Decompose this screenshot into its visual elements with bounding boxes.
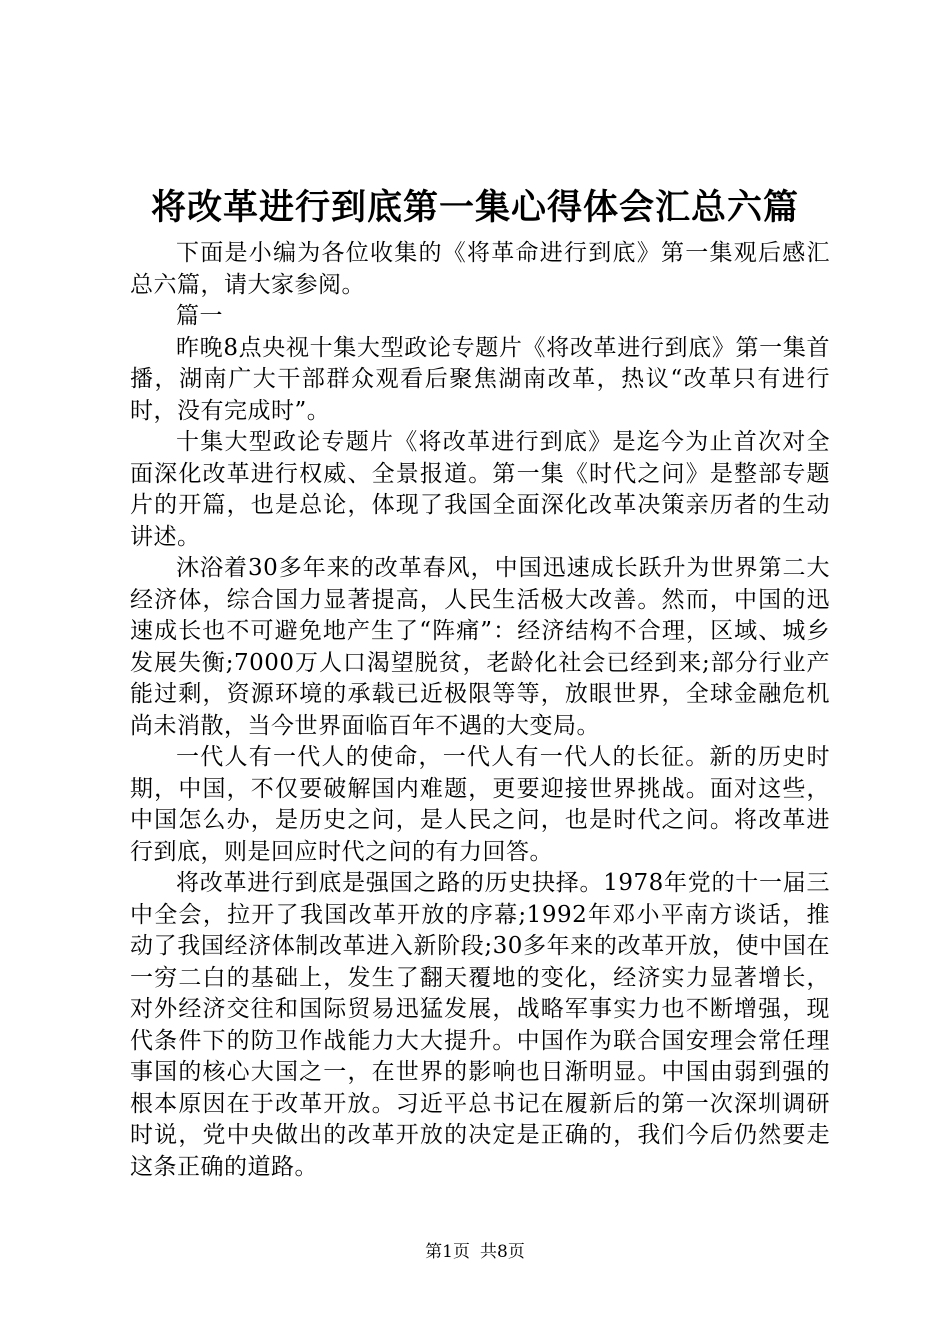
page-total: 共8页 xyxy=(480,1242,525,1262)
body-paragraph: 沐浴着30多年来的改革春风，中国迅速成长跃升为世界第二大经济体，综合国力显著提高，人民生活极大改善。然而，中国的迅速成长也不可避免地产生了“阵痛”：经济结构不合理，区域、城乡发展失衡;7000万人口渴望脱贫，老龄化社会已经到来;部分行业产能过剩，资源环境的承载已近极限等等，放眼世界，全球金融危机尚未消散，当今世界面临百年不遇的大变局。 xyxy=(130,555,830,739)
intro-paragraph: 下面是小编为各位收集的《将革命进行到底》第一集观后感汇总六篇，请大家参阅。 xyxy=(130,240,830,298)
body-paragraph: 昨晚8点央视十集大型政论专题片《将改革进行到底》第一集首播，湖南广大干部群众观看后聚焦湖南改革，热议“改革只有进行时，没有完成时”。 xyxy=(130,334,830,424)
body-paragraph: 十集大型政论专题片《将改革进行到底》是迄今为止首次对全面深化改革进行权威、全景报道。第一集《时代之问》是整部专题片的开篇，也是总论，体现了我国全面深化改革决策亲历者的生动讲述。 xyxy=(130,429,830,550)
body-paragraph: 将改革进行到底是强国之路的历史抉择。1978年党的十一届三中全会，拉开了我国改革开放的序幕;1992年邓小平南方谈话，推动了我国经济体制改革进入新阶段;30多年来的改革开放，使中国在一穷二白的基础上，发生了翻天覆地的变化，经济实力显著增长，对外经济交往和国际贸易迅猛发展，战略军事实力也不断增强，现代条件下的防卫作战能力大大提升。中国作为联合国安理会常任理事国的核心大国之一，在世界的影响也日渐明显。中国由弱到强的根本原因在于改革开放。习近平总书记在履新后的第一次深圳调研时说，党中央做出的改革开放的决定是正确的，我们今后仍然要走这条正确的道路。 xyxy=(130,870,830,1180)
document-body xyxy=(130,238,830,1183)
document-title: 将改革进行到底第一集心得体会汇总六篇 xyxy=(150,188,799,228)
page-footer xyxy=(0,1240,950,1264)
page-number: 第1页 xyxy=(425,1242,470,1262)
body-paragraph: 一代人有一代人的使命，一代人有一代人的长征。新的历史时期，中国，不仅要破解国内难题，更要迎接世界挑战。面对这些，中国怎么办，是历史之问，是人民之问，也是时代之问。将改革进行到底，则是回应时代之问的有力回答。 xyxy=(130,744,830,865)
section-heading: 篇一 xyxy=(176,303,223,329)
